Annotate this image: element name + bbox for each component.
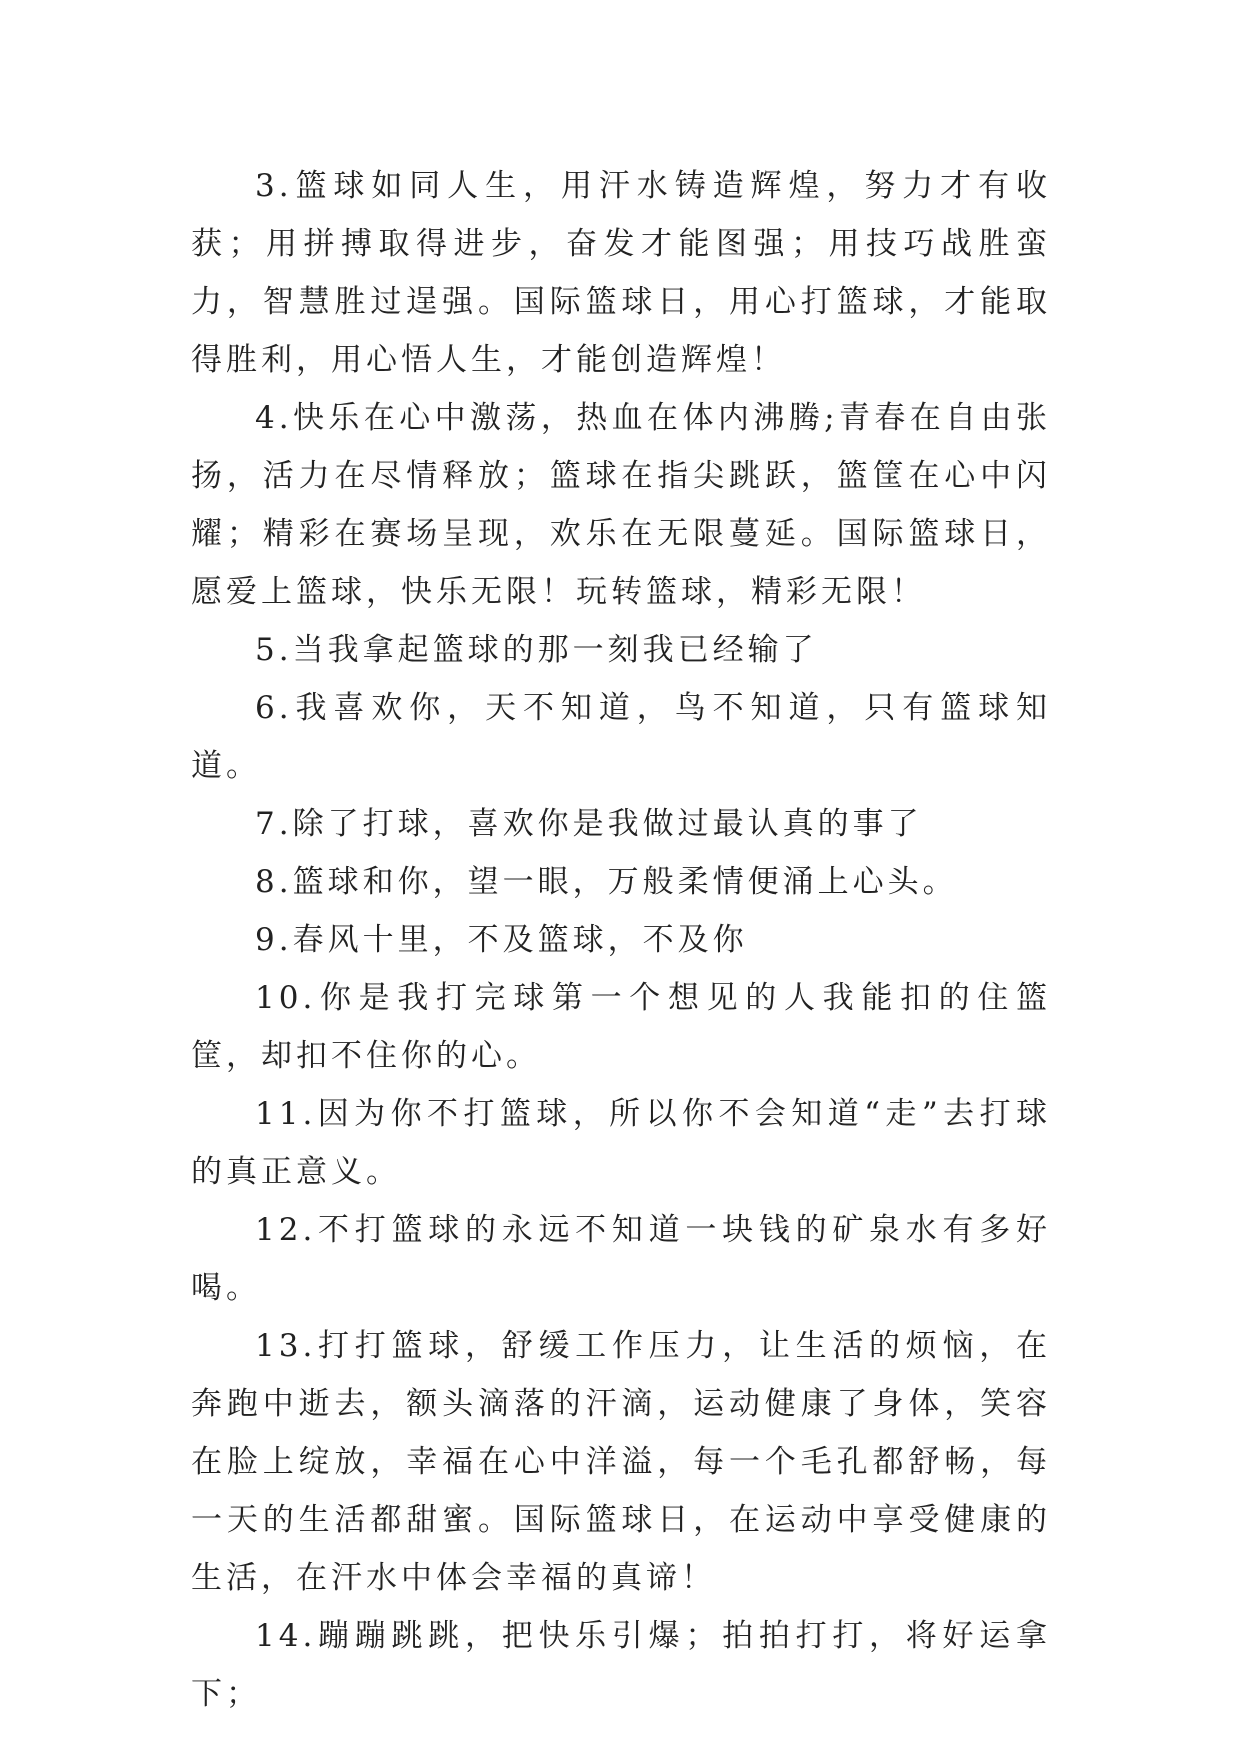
paragraph-12: 12.不打篮球的永远不知道一块钱的矿泉水有多好喝。 <box>191 1212 1051 1306</box>
paragraph-14: 14.蹦蹦跳跳，把快乐引爆；拍拍打打，将好运拿下； <box>191 1618 1051 1712</box>
paragraph-9: 9.春风十里，不及篮球，不及你 <box>255 922 748 958</box>
paragraph-11: 11.因为你不打篮球，所以你不会知道“走”去打球的真正意义。 <box>191 1096 1051 1190</box>
paragraph-8: 8.篮球和你，望一眼，万般柔情便涌上心头。 <box>255 864 958 900</box>
paragraph-3: 3.篮球如同人生，用汗水铸造辉煌，努力才有收获；用拼搏取得进步，奋发才能图强；用技巧战胜蛮力，智慧胜过逞强。国际篮球日，用心打篮球，才能取得胜利，用心悟人生，才能创造辉煌！ <box>191 168 1051 378</box>
paragraph-5: 5.当我拿起篮球的那一刻我已经输了 <box>255 632 818 668</box>
paragraph-10: 10.你是我打完球第一个想见的人我能扣的住篮筐，却扣不住你的心。 <box>191 980 1051 1074</box>
paragraph-4: 4.快乐在心中激荡，热血在体内沸腾;青春在自由张扬，活力在尽情释放；篮球在指尖跳跃，篮筐在心中闪耀；精彩在赛场呈现，欢乐在无限蔓延。国际篮球日，愿爱上篮球，快乐无限！玩转篮球，精彩无限！ <box>191 400 1051 610</box>
paragraph-6: 6.我喜欢你，天不知道，鸟不知道，只有篮球知道。 <box>191 690 1051 784</box>
paragraph-7: 7.除了打球，喜欢你是我做过最认真的事了 <box>255 806 923 842</box>
paragraph-13: 13.打打篮球，舒缓工作压力，让生活的烦恼，在奔跑中逝去，额头滴落的汗滴，运动健康了身体，笑容在脸上绽放，幸福在心中洋溢，每一个毛孔都舒畅，每一天的生活都甜蜜。国际篮球日，在运动中享受健康的生活，在汗水中体会幸福的真谛！ <box>191 1328 1051 1596</box>
document-body <box>191 157 1051 1723</box>
